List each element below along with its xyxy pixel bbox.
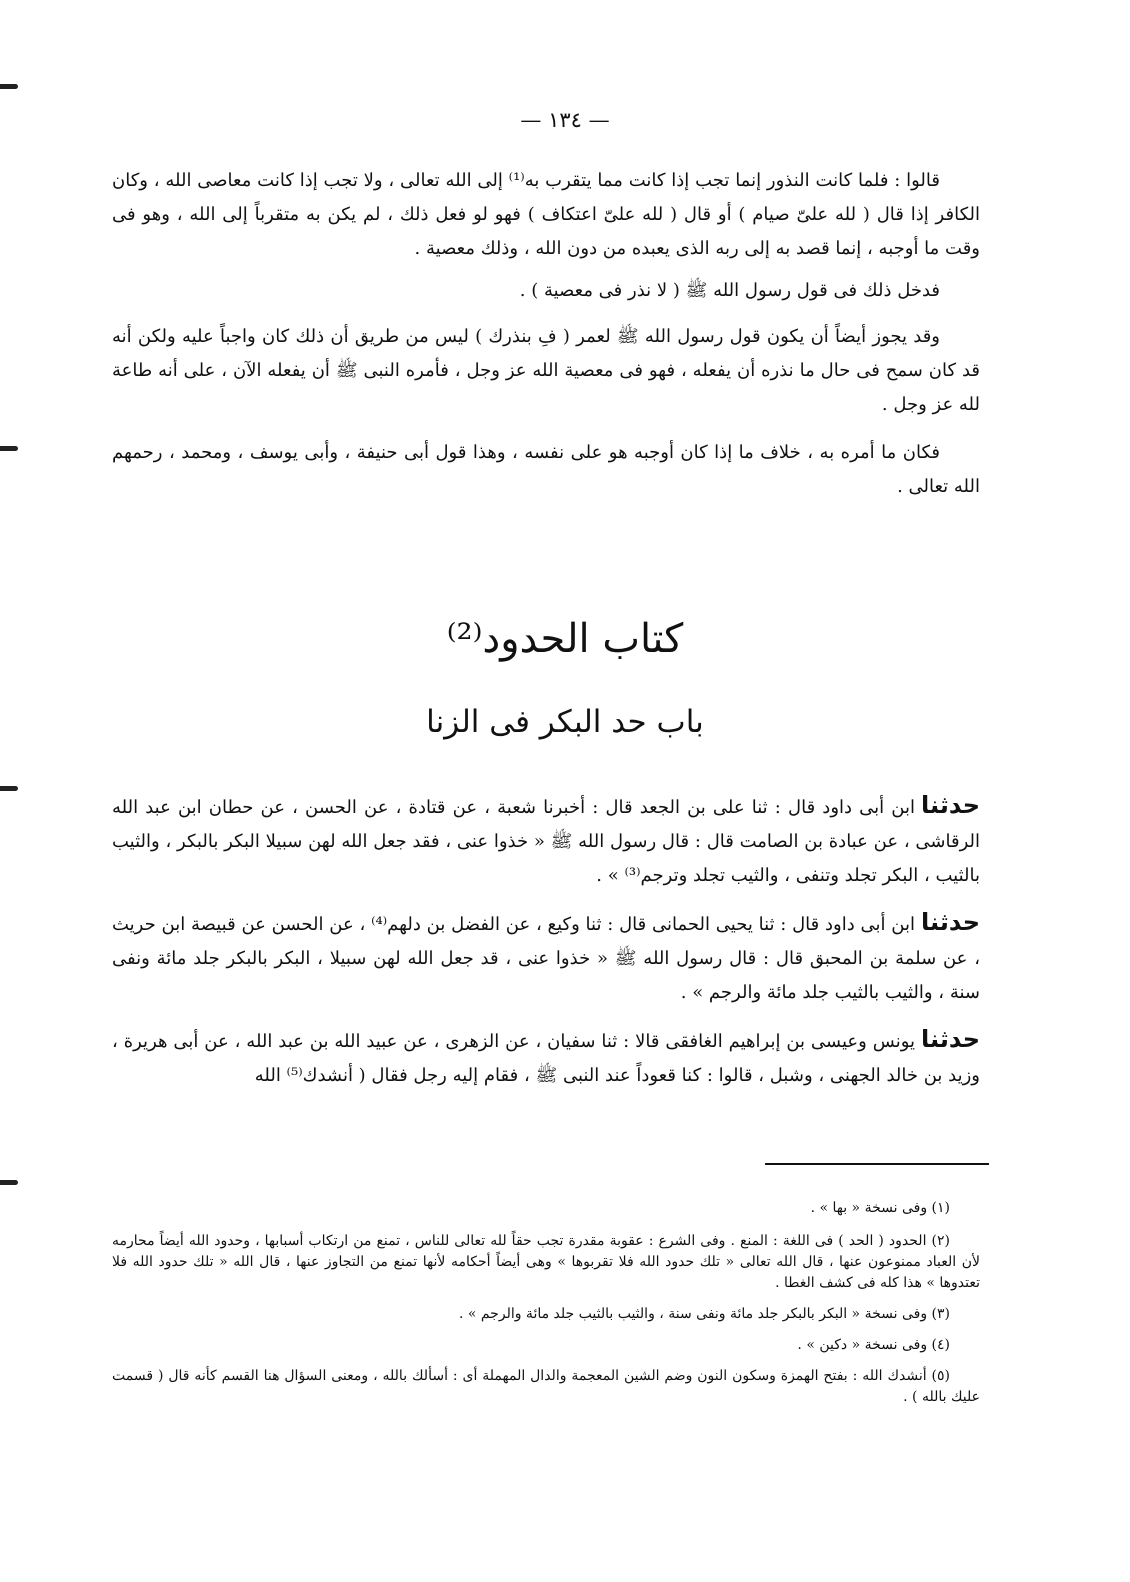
- footnote-divider: [765, 1163, 989, 1165]
- hadith-section: [112, 788, 980, 1093]
- margin-mark: [0, 786, 18, 791]
- hadith-lead: حدثنا: [921, 791, 980, 819]
- top-section: [112, 164, 980, 504]
- paragraph: قالوا : فلما كانت النذور إنما تجب إذا كانت مما يتقرب به⁽¹⁾ إلى الله تعالى ، ولا تجب إذا كانت معاصى الله ، وكان الكافر إذا قال ( لله علىّ صيام ) أو قال ( لله علىّ اعتكاف ) فهو لو فعل ذلك ، لم يكن به متقرباً إلى الله ، وهو فى وقت ما أوجبه ، إنما قصد به إلى ربه الذى يعبده من دون الله ، وذلك معصية .: [112, 170, 980, 259]
- hadith-paragraph: [112, 1022, 980, 1093]
- margin-mark: [0, 446, 18, 451]
- book-title: كتاب الحدود⁽²⁾: [446, 616, 684, 662]
- footnote: (٢) الحدود ( الحد ) فى اللغة : المنع . وفى الشرع : عقوبة مقدرة تجب حقاً لله تعالى للناس ، تمنع من ارتكاب أسبابها ، وحدود الله أيضاً محارمه لأن العباد ممنوعون عنها ، قال الله تعالى « تلك حدود الله فلا تقربوها » وهى أيضاً أحكامه لأنها تمنع من التجاوز عنها ، قال الله « تلك حدود الله فلا تعتدوها » هذا كله فى كشف الغطا .: [112, 1233, 980, 1291]
- paragraph: وقد يجوز أيضاً أن يكون قول رسول الله ﷺ لعمر ( فِ بنذرك ) ليس من طريق أن ذلك كان واجباً عليه ولكن أنه قد كان سمح فى حال ما نذره أن يفعله ، فهو فى معصية الله عز وجل ، فأمره النبى ﷺ أن يفعله الآن ، على أنه طاعة لله عز وجل .: [112, 326, 980, 415]
- hadith-paragraph: [112, 905, 980, 1010]
- footnote: (٤) وفى نسخة « دكين » .: [797, 1337, 950, 1353]
- margin-mark: [0, 84, 18, 89]
- hadith-paragraph: [112, 788, 980, 893]
- hadith-text: يونس وعيسى بن إبراهيم الغافقى قالا : ثنا سفيان ، عن الزهرى ، عن عبيد الله بن عبد الله ، عن أبى هريرة ، وزيد بن خالد الجهنى ، وشبل ، قالوا : كنا قعوداً عند النبى ﷺ ، فقام إليه رجل فقال ( أنشدك⁽⁵⁾ الله: [112, 1031, 980, 1086]
- chapter-title: باب حد البكر فى الزنا: [426, 704, 704, 740]
- footnote: (١) وفى نسخة « بها » .: [810, 1200, 950, 1216]
- footnotes: [112, 1198, 980, 1408]
- page-number: — ١٣٤ —: [520, 108, 610, 132]
- margin-mark: [0, 1180, 18, 1185]
- hadith-lead: حدثنا: [921, 908, 980, 936]
- hadith-text: ابن أبى داود قال : ثنا على بن الجعد قال : أخبرنا شعبة ، عن قتادة ، عن الحسن ، عن حطان ابن عبد الله الرقاشى ، عن عبادة بن الصامت قال : قال رسول الله ﷺ « خذوا عنى ، فقد جعل الله لهن سبيلا البكر بالبكر ، والثيب بالثيب ، البكر تجلد وتنفى ، والثيب تجلد وترجم⁽³⁾ » .: [112, 797, 980, 886]
- footnote: (٥) أنشدك الله : بفتح الهمزة وسكون النون وضم الشين المعجمة والدال المهملة أى : أسألك بالله ، ومعنى السؤال هنا القسم كأنه قال ( قسمت عليك بالله ) .: [112, 1368, 980, 1405]
- footnote: (٣) وفى نسخة « البكر بالبكر جلد مائة ونفى سنة ، والثيب بالثيب جلد مائة والرجم » .: [458, 1306, 950, 1322]
- hadith-text: ابن أبى داود قال : ثنا يحيى الحمانى قال : ثنا وكيع ، عن الفضل بن دلهم⁽⁴⁾ ، عن الحسن عن قبيصة ابن حريث ، عن سلمة بن المحبق قال : قال رسول الله ﷺ « خذوا عنى ، قد جعل الله لهن سبيلا ، البكر بالبكر جلد مائة ونفى سنة ، والثيب بالثيب جلد مائة والرجم » .: [112, 914, 980, 1003]
- paragraph: فكان ما أمره به ، خلاف ما إذا كان أوجبه هو على نفسه ، وهذا قول أبى حنيفة ، وأبى يوسف ، ومحمد ، رحمهم الله تعالى .: [112, 442, 980, 497]
- paragraph: فدخل ذلك فى قول رسول الله ﷺ ( لا نذر فى معصية ) .: [519, 280, 940, 301]
- hadith-lead: حدثنا: [921, 1025, 980, 1053]
